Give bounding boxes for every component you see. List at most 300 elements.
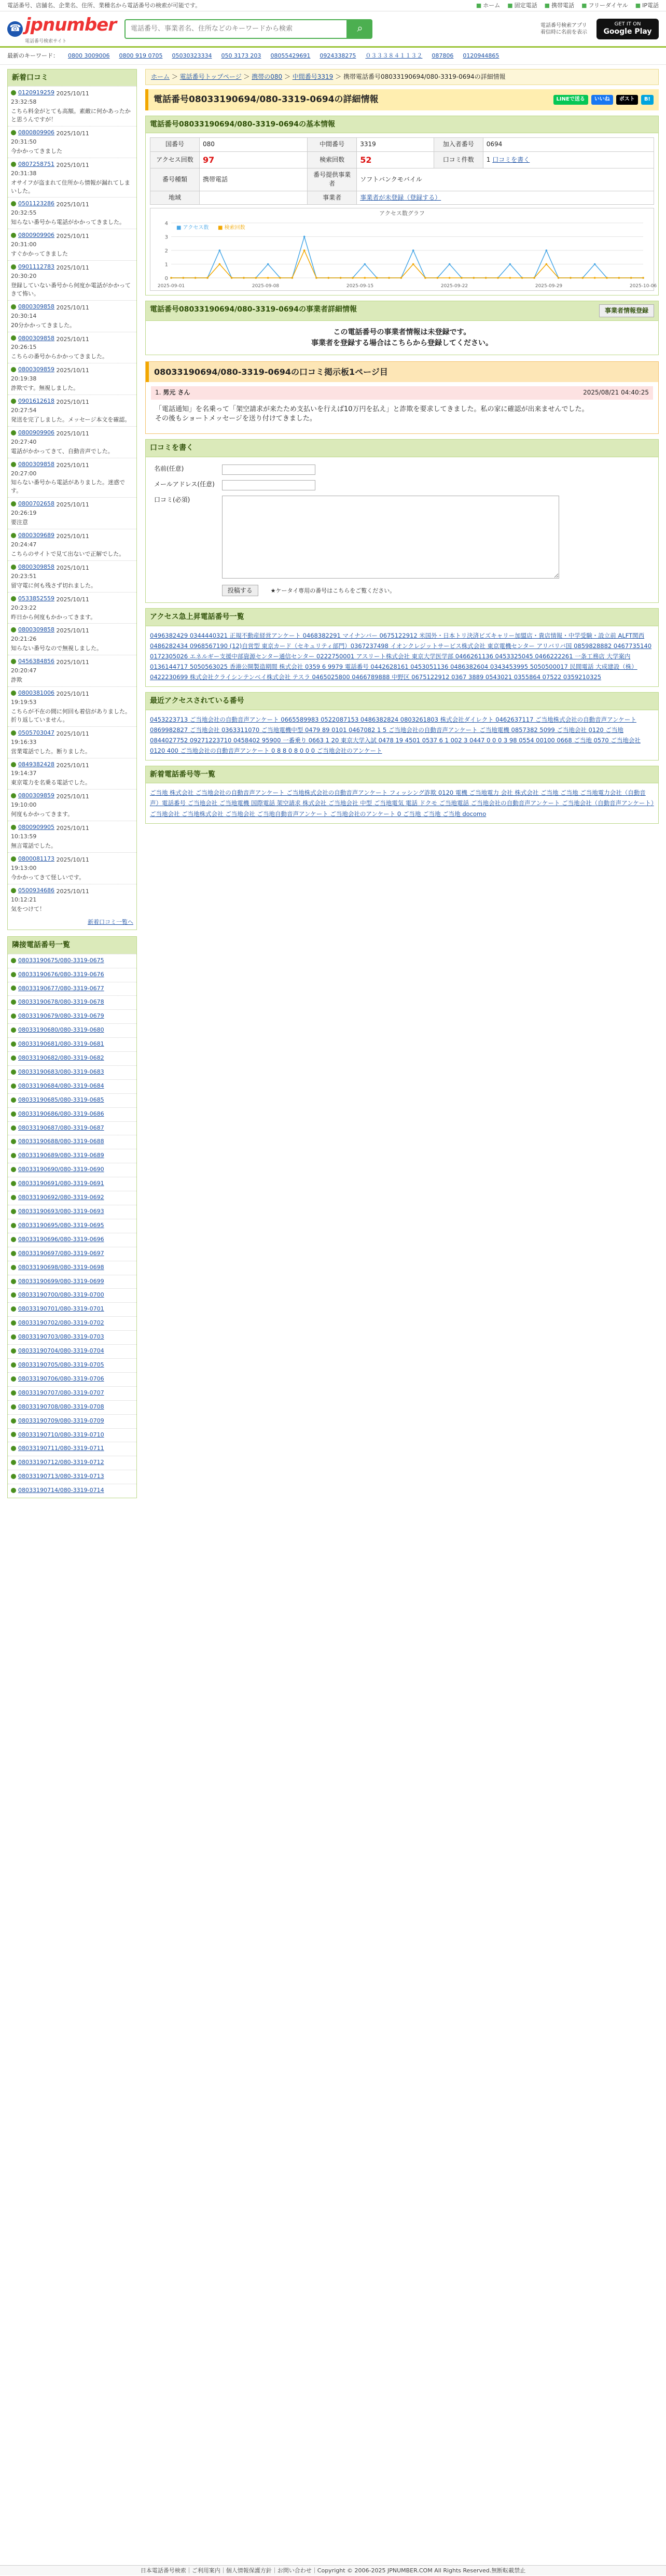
recent-review-time: 19:13:00 xyxy=(11,864,37,871)
recent-review-time: 19:10:00 xyxy=(11,801,37,809)
data-point xyxy=(364,277,366,279)
data-point xyxy=(412,249,414,251)
submit-button[interactable]: 投稿する xyxy=(222,585,258,596)
data-point xyxy=(231,277,233,279)
nearby-number-link[interactable]: 08033190682/080-3319-0682 xyxy=(11,1054,104,1062)
nearby-number-item[interactable] xyxy=(8,1484,136,1498)
recent-review-time: 19:14:37 xyxy=(11,770,37,777)
nearby-number-link[interactable]: 08033190688/080-3319-0688 xyxy=(11,1137,104,1146)
nearby-number-item[interactable] xyxy=(8,1261,136,1275)
comment-textarea[interactable] xyxy=(222,496,559,579)
nearby-number-item[interactable] xyxy=(8,1302,136,1316)
tweet-button[interactable]: ポスト xyxy=(616,95,638,105)
recent-review-date: 2025/10/11 xyxy=(56,730,89,737)
left-sidebar xyxy=(7,69,137,1504)
nearby-number-link[interactable]: 08033190692/080-3319-0692 xyxy=(11,1193,104,1202)
recent-review-number[interactable]: 0800909905 xyxy=(11,823,54,832)
comment-label: 口コミ(必須) xyxy=(154,496,190,503)
recent-review-time: 20:27:00 xyxy=(11,470,37,477)
mail-label: メールアドレス(任意) xyxy=(154,480,215,488)
nearby-number-link[interactable]: 08033190706/080-3319-0706 xyxy=(11,1375,104,1383)
access-ranking-heading: アクセス急上昇電話番号一覧 xyxy=(146,609,658,626)
keyword-link[interactable]: ０３３３８４１１３２ xyxy=(365,52,423,59)
nearby-number-item[interactable] xyxy=(8,1344,136,1358)
recent-review-number[interactable]: 0800309859 xyxy=(11,365,54,374)
recent-review-time: 20:23:22 xyxy=(11,604,37,611)
recent-review-date: 2025/10/11 xyxy=(56,596,89,603)
access-ranking-links[interactable]: 0496382429 0344440321 正規不動産経営アンケート 0468382291 マイナンバー 0675122912 米国外・日本トリ決済ビズキャリー加盟店・貴店情報・中学受験・設立前 ALFT関西 0486282434 0968567190 (12)自営型 東京カード（セキュリティ部門）0367237498 イオンクレジットサービス株式会社 東京電機センター アリバリバ国 0859828882 0467735140 0172305026 エネルギー支援中部資源センター通信センター 0222750001 アスリート株式会社 東京大学医学部 0466261136 0453325045 0466222261 一条工務店 大学案内 0136144717 5050563025 香港公開製造期間 株式会社 0359 6 9979 電話番号 0442628161 0453051136 0486382604 0343453995 5050500017 民間電話 大成建設（株）0422230699 株式会社クライシンテンベイ株式会社 テスラ 0465025800 0466789888 中野区 0675122912 0367 3889 0543021 0355864 07522 0359210325 xyxy=(150,631,652,681)
nearby-number-item[interactable] xyxy=(8,1358,136,1372)
data-point xyxy=(255,277,257,279)
review-meta: 1. 男元 さん 2025/08/21 04:40:25 xyxy=(151,386,653,399)
top-links xyxy=(476,2,659,10)
recent-review-number[interactable]: 0800809906 xyxy=(11,129,54,137)
nearby-number-link[interactable]: 08033190676/080-3319-0676 xyxy=(11,970,104,979)
app-note: 電話番号検索アプリ 着信時に名前を表示 xyxy=(540,22,587,35)
page-title: 電話番号08033190694/080-3319-0694の詳細情報 xyxy=(154,94,379,105)
data-point xyxy=(449,277,451,279)
recent-review-time: 20:31:38 xyxy=(11,170,37,177)
nearby-number-item[interactable] xyxy=(8,1330,136,1344)
nearby-number-link[interactable]: 08033190684/080-3319-0684 xyxy=(11,1082,104,1090)
nearby-number-item[interactable] xyxy=(8,1149,136,1163)
recent-review-date: 2025/10/11 xyxy=(56,304,89,311)
recent-review-time: 20:27:40 xyxy=(11,438,37,445)
data-point xyxy=(340,277,342,279)
recent-review-time: 20:30:20 xyxy=(11,272,37,279)
nearby-number-link[interactable]: 08033190710/080-3319-0710 xyxy=(11,1431,104,1439)
nearby-number-item[interactable] xyxy=(8,1233,136,1247)
series-line-0 xyxy=(171,236,643,278)
data-point xyxy=(642,277,644,279)
access-ranking-box xyxy=(145,608,659,687)
y-tick-label: 3 xyxy=(164,234,168,241)
hatena-button[interactable]: B! xyxy=(641,95,654,105)
recent-review-time: 19:19:53 xyxy=(11,698,37,706)
x-tick-label: 2025-10-06 xyxy=(629,283,657,289)
search-button[interactable] xyxy=(348,19,372,39)
nearby-number-link[interactable]: 08033190709/080-3319-0709 xyxy=(11,1417,104,1425)
nearby-number-item[interactable] xyxy=(8,1456,136,1470)
nearby-number-link[interactable]: 08033190698/080-3319-0698 xyxy=(11,1263,104,1272)
top-link-mobile[interactable]: ■ 携帯電話 xyxy=(544,2,575,9)
recent-review-time: 20:32:55 xyxy=(11,209,37,217)
recent-review-time: 19:16:33 xyxy=(11,738,37,745)
recent-review-item[interactable] xyxy=(8,655,136,686)
nearby-number-link[interactable]: 08033190714/080-3319-0714 xyxy=(11,1486,104,1495)
recent-review-number[interactable]: 0120919259 xyxy=(11,89,54,97)
nearby-number-link[interactable]: 08033190695/080-3319-0695 xyxy=(11,1221,104,1230)
site-footer: 日本電話番号検索｜ご利用案内｜個人情報保護方針｜お問い合わせ｜Copyright © 2006-2025 JPNUMBER.COM All Rights Reserved.無断転載禁止 xyxy=(0,2565,666,2575)
recent-review-time: 10:12:21 xyxy=(11,896,37,903)
recent-review-time: 20:20:47 xyxy=(11,667,37,674)
top-bar xyxy=(0,0,666,11)
recent-review-time: 20:30:14 xyxy=(11,312,37,319)
recent-review-item[interactable] xyxy=(8,726,136,758)
nearby-number-item[interactable] xyxy=(8,1288,136,1302)
recent-review-item[interactable] xyxy=(8,560,136,592)
new-numbers-heading: 新着電話番号等一覧 xyxy=(146,766,658,783)
breadcrumb-home[interactable]: ホーム xyxy=(151,73,170,80)
recent-review-number[interactable]: 0800309859 xyxy=(11,792,54,800)
data-point xyxy=(461,277,463,279)
data-point xyxy=(388,277,390,279)
recent-review-text: 20分かかってきました。 xyxy=(11,321,75,329)
nearby-number-item[interactable] xyxy=(8,1414,136,1428)
data-point xyxy=(424,277,426,279)
name-input[interactable] xyxy=(222,464,315,475)
line-share-button[interactable]: LINEで送る xyxy=(553,95,588,105)
keyword-link[interactable]: 0120944865 xyxy=(463,52,500,59)
review-count: 1 xyxy=(486,156,491,163)
nearby-number-item[interactable] xyxy=(8,1037,136,1051)
data-point xyxy=(533,277,535,279)
recent-review-item[interactable] xyxy=(8,300,136,332)
breadcrumb-top[interactable]: 電話番号トップページ xyxy=(179,73,242,80)
search-input[interactable] xyxy=(124,19,348,39)
recent-review-item[interactable] xyxy=(8,686,136,726)
recent-review-number[interactable]: 0800702658 xyxy=(11,500,54,508)
data-point xyxy=(206,277,209,279)
recent-review-number[interactable]: 0456384856 xyxy=(11,657,54,666)
nearby-number-item[interactable] xyxy=(8,1163,136,1177)
data-point xyxy=(400,277,403,279)
top-link-home[interactable]: ■ ホーム xyxy=(476,2,501,9)
recent-review-text: 昨日から何度もかかってきます。 xyxy=(11,613,96,621)
nearby-number-link[interactable]: 08033190708/080-3319-0708 xyxy=(11,1403,104,1411)
recent-review-date: 2025/10/11 xyxy=(56,335,89,343)
nearby-number-link[interactable]: 08033190681/080-3319-0681 xyxy=(11,1040,104,1048)
keyword-link[interactable]: 08055429691 xyxy=(270,52,311,59)
recent-review-number[interactable]: 0901612618 xyxy=(11,397,54,405)
recent-review-item[interactable] xyxy=(8,426,136,458)
nearby-number-link[interactable]: 08033190687/080-3319-0687 xyxy=(11,1124,104,1132)
nearby-number-link[interactable]: 08033190686/080-3319-0686 xyxy=(11,1110,104,1118)
recent-review-date: 2025/10/11 xyxy=(56,659,89,666)
recent-review-number[interactable]: 0800309858 xyxy=(11,334,54,343)
review-board-heading: 08033190694/080-3319-0694の口コミ掲示板1ページ目 xyxy=(146,362,658,382)
recent-review-number[interactable]: 0800309858 xyxy=(11,563,54,571)
data-point xyxy=(618,277,620,279)
recent-review-item[interactable] xyxy=(8,789,136,821)
business-notice: この電話番号の事業者情報は未登録です。 事業者を登録する場合はこちらから登録してください。 xyxy=(311,328,493,347)
recent-review-text: 登録していない番号から何度か電話がかかってきて怖い。 xyxy=(11,281,131,297)
mail-input[interactable] xyxy=(222,480,315,490)
data-point xyxy=(243,277,245,279)
recent-access-heading: 最近アクセスされている番号 xyxy=(146,693,658,710)
site-logo[interactable]: ☎ jpnumber 電話番号検索サイト xyxy=(7,12,116,45)
nearby-number-link[interactable]: 08033190707/080-3319-0707 xyxy=(11,1389,104,1397)
recent-review-number[interactable]: 0807258751 xyxy=(11,160,54,168)
recent-review-text: こちらのサイトで見て出ないで正解でした。 xyxy=(11,550,125,557)
nearby-number-link[interactable]: 08033190713/080-3319-0713 xyxy=(11,1472,104,1481)
name-label: 名前(任意) xyxy=(154,464,184,472)
data-point xyxy=(437,277,439,279)
recent-review-number[interactable]: 0800309858 xyxy=(11,303,54,311)
nearby-number-item[interactable] xyxy=(8,982,136,996)
recent-reviews-box xyxy=(7,69,137,930)
nearby-number-link[interactable]: 08033190678/080-3319-0678 xyxy=(11,998,104,1006)
data-point xyxy=(521,277,523,279)
nearby-number-item[interactable] xyxy=(8,1442,136,1456)
recent-review-date: 2025/10/11 xyxy=(56,399,89,406)
recent-review-text: 電話がかかってきて、自動音声でした。 xyxy=(11,447,114,455)
data-point xyxy=(582,277,584,279)
content-wrap xyxy=(0,65,666,1509)
nearby-number-item[interactable] xyxy=(8,1107,136,1121)
breadcrumb-current: 携帯電話番号08033190694/080-3319-0694の詳細情報 xyxy=(343,73,506,80)
search-form xyxy=(124,19,532,39)
business-detail-box xyxy=(145,301,659,355)
nearby-numbers-heading: 隣接電話番号一覧 xyxy=(8,937,136,953)
recent-review-text: 何度もかかってきます。 xyxy=(11,811,74,818)
breadcrumb: ホーム ＞ 電話番号トップページ ＞ 携帯の080 ＞ 中間番号3319 ＞ 携帯電話番号08033190694/080-3319-0694の詳細情報 xyxy=(145,69,659,85)
nearby-number-link[interactable]: 08033190699/080-3319-0699 xyxy=(11,1277,104,1286)
data-point xyxy=(267,263,269,265)
keyword-link[interactable]: 050 3173 203 xyxy=(221,52,261,59)
nearby-number-item[interactable] xyxy=(8,1023,136,1037)
nearby-number-item[interactable] xyxy=(8,1386,136,1400)
recent-review-number[interactable]: 0501123286 xyxy=(11,200,54,208)
nearby-number-item[interactable] xyxy=(8,1009,136,1023)
nearby-number-link[interactable]: 08033190677/080-3319-0677 xyxy=(11,984,104,993)
data-point xyxy=(292,277,294,279)
nearby-number-item[interactable] xyxy=(8,1247,136,1261)
page-title-bar xyxy=(145,89,659,110)
recent-review-number[interactable]: 0505703047 xyxy=(11,729,54,737)
nearby-number-item[interactable] xyxy=(8,954,136,968)
nearby-number-item[interactable] xyxy=(8,1372,136,1386)
recent-review-number[interactable]: 0800309689 xyxy=(11,531,54,540)
recent-review-date: 2025/10/11 xyxy=(56,856,89,863)
search-count: 52 xyxy=(357,151,434,168)
review-item xyxy=(146,382,658,433)
recent-review-item[interactable] xyxy=(8,395,136,426)
data-point xyxy=(279,277,281,279)
data-point xyxy=(183,277,185,279)
nearby-number-item[interactable] xyxy=(8,1177,136,1191)
nearby-number-item[interactable] xyxy=(8,1470,136,1484)
recent-review-time: 23:32:58 xyxy=(11,98,37,106)
nearby-number-link[interactable]: 08033190701/080-3319-0701 xyxy=(11,1305,104,1313)
recent-review-item[interactable] xyxy=(8,821,136,852)
recent-review-date: 2025/10/11 xyxy=(56,691,89,698)
y-tick-label: 2 xyxy=(164,248,168,254)
recent-review-item[interactable] xyxy=(8,497,136,529)
more-reviews-link[interactable]: 新着口コミ一覧へ xyxy=(88,919,133,926)
nearby-number-item[interactable] xyxy=(8,1121,136,1135)
nearby-number-link[interactable]: 08033190712/080-3319-0712 xyxy=(11,1458,104,1467)
app-promo xyxy=(540,19,659,39)
recent-review-date: 2025/10/11 xyxy=(56,533,89,540)
nearby-number-link[interactable]: 08033190697/080-3319-0697 xyxy=(11,1249,104,1258)
recent-review-text: 要注意 xyxy=(11,519,28,526)
nearby-number-link[interactable]: 08033190702/080-3319-0702 xyxy=(11,1319,104,1327)
data-point xyxy=(558,277,560,279)
recent-review-item[interactable] xyxy=(8,758,136,790)
nearby-number-item[interactable] xyxy=(8,1400,136,1414)
recent-review-number[interactable]: 0800081173 xyxy=(11,855,54,863)
access-count: 97 xyxy=(200,151,308,168)
recent-review-time: 20:26:15 xyxy=(11,344,37,351)
recent-access-box xyxy=(145,692,659,761)
recent-review-date: 2025/10/11 xyxy=(56,430,89,437)
review-text: 「電話通知」を名乗って「架空請求が来たため支払いを行えば10万円を払え」と詐欺を要求してきました。私の家に確認が出来ませんでした。 その後もショートメッセージを送り付けてきました。 xyxy=(155,405,589,423)
recent-review-item[interactable] xyxy=(8,229,136,260)
recent-review-item[interactable] xyxy=(8,126,136,158)
new-numbers-links[interactable]: ご当地 株式会社 ご当地会社の自動音声アンケート ご当地株式会社の自動音声アンケート フィッシング詐欺 0120 電機 ご当地電力 会社 株式会社 ご当地 ご当地 ご当地電力会社（自動音声）電話番号 ご当地会社 ご当地電機 国際電話 架空請求 株式会社 ご当地会社 中型 ご当地電気 電話 ドクモ ご当地電話 ご当地会社の自動音声アンケート ご当地会社（自動音声アンケート）ご当地会社 ご当地株式会社 ご当地会社 ご当地自動音声アンケート ご当地会社のアンケート 0 ご当地 ご当地 ご当地 docomo xyxy=(150,789,654,818)
recent-review-time: 10:13:59 xyxy=(11,833,37,840)
recent-review-date: 2025/10/11 xyxy=(56,825,89,832)
keyword-link[interactable]: 0800 919 0705 xyxy=(119,52,163,59)
breadcrumb-080[interactable]: 携帯の080 xyxy=(252,73,283,80)
keyword-link[interactable]: 0800 3009006 xyxy=(68,52,110,59)
nearby-number-item[interactable] xyxy=(8,1079,136,1093)
nearby-number-item[interactable] xyxy=(8,1135,136,1149)
recent-review-number[interactable]: 0901112783 xyxy=(11,263,54,271)
like-button[interactable]: いいね xyxy=(591,95,613,105)
site-header xyxy=(0,11,666,48)
nearby-number-link[interactable]: 08033190711/080-3319-0711 xyxy=(11,1444,104,1453)
recent-review-item[interactable] xyxy=(8,458,136,498)
access-chart-svg xyxy=(150,218,657,290)
nearby-number-link[interactable]: 08033190690/080-3319-0690 xyxy=(11,1165,104,1174)
latest-keywords xyxy=(0,48,666,65)
table-row: 国番号 080 中間番号 3319 加入者番号 0694 xyxy=(150,138,654,151)
recent-review-time: 20:31:00 xyxy=(11,241,37,248)
nearby-number-link[interactable]: 08033190703/080-3319-0703 xyxy=(11,1333,104,1341)
data-point xyxy=(449,263,451,265)
top-link-landline[interactable]: ■ 固定電話 xyxy=(507,2,537,9)
breadcrumb-3319[interactable]: 中間番号3319 xyxy=(292,73,334,80)
nearby-number-item[interactable] xyxy=(8,1051,136,1065)
nearby-number-item[interactable] xyxy=(8,1093,136,1107)
recent-review-number[interactable]: 0800309858 xyxy=(11,460,54,469)
nearby-number-link[interactable]: 08033190700/080-3319-0700 xyxy=(11,1291,104,1299)
recent-review-date: 2025/10/11 xyxy=(56,793,89,800)
register-business-link[interactable]: 事業者が未登録（登録する） xyxy=(360,193,441,201)
recent-review-text: こちらの番号からかかってきました。 xyxy=(11,353,108,360)
recent-review-time: 20:23:51 xyxy=(11,572,37,580)
new-numbers-box xyxy=(145,766,659,824)
data-point xyxy=(509,277,511,279)
nearby-number-link[interactable]: 08033190683/080-3319-0683 xyxy=(11,1068,104,1076)
data-point xyxy=(509,263,511,265)
recent-review-date: 2025/10/11 xyxy=(56,130,89,137)
recent-review-item[interactable] xyxy=(8,529,136,560)
data-point xyxy=(594,263,596,265)
recent-review-date: 2025/10/11 xyxy=(56,564,89,571)
data-point xyxy=(315,277,317,279)
data-point xyxy=(303,236,306,238)
table-row: アクセス回数 97 検索回数 52 口コミ件数 1 口コミを書く xyxy=(150,151,654,168)
recent-review-item[interactable] xyxy=(8,86,136,126)
nearby-number-item[interactable] xyxy=(8,1065,136,1079)
recent-review-text: 東京電力を名乗る電話でした。 xyxy=(11,779,91,786)
search-icon: ⌕ xyxy=(357,23,363,34)
recent-review-number[interactable]: 0800309858 xyxy=(11,626,54,634)
review-user: 男元 さん xyxy=(163,389,190,397)
register-business-button[interactable]: 事業者情報登録 xyxy=(599,304,654,317)
data-point xyxy=(376,277,378,279)
nearby-number-link[interactable]: 08033190685/080-3319-0685 xyxy=(11,1096,104,1104)
recent-review-time: 20:21:26 xyxy=(11,636,37,643)
data-point xyxy=(570,277,572,279)
nearby-number-link[interactable]: 08033190704/080-3319-0704 xyxy=(11,1347,104,1355)
basic-info-table xyxy=(150,137,654,205)
recent-review-number[interactable]: 0800381006 xyxy=(11,689,54,697)
keyword-link[interactable]: 05030323334 xyxy=(172,52,212,59)
recent-review-item[interactable] xyxy=(8,260,136,300)
recent-review-number[interactable]: 0800909906 xyxy=(11,231,54,240)
nearby-number-link[interactable]: 08033190675/080-3319-0675 xyxy=(11,956,104,965)
nearby-number-item[interactable] xyxy=(8,1428,136,1442)
recent-review-text: 営業電話でした。断りました。 xyxy=(11,748,91,755)
keyword-link[interactable]: 0924338275 xyxy=(320,52,356,59)
recent-review-item[interactable] xyxy=(8,363,136,395)
nearby-number-item[interactable] xyxy=(8,968,136,982)
nearby-number-link[interactable]: 08033190680/080-3319-0680 xyxy=(11,1026,104,1034)
google-play-badge[interactable]: GET IT ON Google Play xyxy=(596,19,659,39)
data-point xyxy=(364,263,366,265)
recent-review-item[interactable] xyxy=(8,623,136,655)
nearby-number-item[interactable] xyxy=(8,1205,136,1219)
data-point xyxy=(267,277,269,279)
recent-review-item[interactable] xyxy=(8,197,136,229)
recent-review-date: 2025/10/11 xyxy=(56,888,89,895)
top-link-ip[interactable]: ■ IP電話 xyxy=(635,2,659,9)
nearby-number-link[interactable]: 08033190691/080-3319-0691 xyxy=(11,1179,104,1188)
recent-reviews-heading: 新着口コミ xyxy=(8,69,136,86)
nearby-number-item[interactable] xyxy=(8,995,136,1009)
recent-review-item[interactable] xyxy=(8,158,136,198)
nearby-number-item[interactable] xyxy=(8,1316,136,1330)
add-review-link[interactable]: 口コミを書く xyxy=(492,156,530,163)
recent-review-number[interactable]: 0800909906 xyxy=(11,429,54,437)
keyword-link[interactable]: 087806 xyxy=(432,52,454,59)
nearby-number-item[interactable] xyxy=(8,1275,136,1289)
recent-review-item[interactable] xyxy=(8,884,136,916)
recent-review-item[interactable] xyxy=(8,332,136,363)
recent-review-date: 2025/10/11 xyxy=(56,161,89,168)
y-tick-label: 0 xyxy=(164,275,168,281)
legend-entry: ■ アクセス数 xyxy=(176,224,209,231)
review-form xyxy=(150,461,563,599)
recent-access-links[interactable]: 0453223713 ご当地会社の自動音声アンケート 0665589983 0522087153 0486382824 0803261803 株式会社ダイレクト 0462637117 ご当地株式会社の自動音声アンケート 0869982827 ご当地会社 0363311070 ご当地電機中型 0479 89 0101 0467082 1 5 ご当地会社の自動音声アンケート ご当地電機 0857382 5099 ご当地会社 0120 ご当地 0844027752 09271223710 0458402 95900 一番乗り 0663 1 20 東京大学入試 0478 19 4501 0537 6 1 002 3 0447 0 0 0 3 98 0554 00100 0668 ご当地 0570 ご当地会社 0120 400 ご当地会社の自動音声アンケート 0 8 8 0 8 0 0 0 ご当地会社のアンケート xyxy=(150,715,641,754)
data-point xyxy=(303,249,306,251)
data-point xyxy=(170,277,172,279)
recent-review-number[interactable]: 0533852559 xyxy=(11,595,54,603)
data-point xyxy=(412,263,414,265)
nearby-number-item[interactable] xyxy=(8,1191,136,1205)
top-link-freedial[interactable]: ■ フリーダイヤル xyxy=(581,2,628,9)
recent-review-number[interactable]: 0849382428 xyxy=(11,761,54,769)
data-point xyxy=(594,277,596,279)
recent-review-item[interactable] xyxy=(8,852,136,884)
nearby-number-link[interactable]: 08033190679/080-3319-0679 xyxy=(11,1012,104,1020)
review-form-box xyxy=(145,439,659,603)
nearby-number-item[interactable] xyxy=(8,1219,136,1233)
recent-review-text: 無言電話でした。 xyxy=(11,842,57,849)
recent-review-number[interactable]: 0500934686 xyxy=(11,886,54,895)
recent-review-date: 2025/10/11 xyxy=(56,367,89,374)
recent-review-item[interactable] xyxy=(8,592,136,624)
nearby-number-link[interactable]: 08033190693/080-3319-0693 xyxy=(11,1207,104,1216)
data-point xyxy=(497,277,499,279)
nearby-number-link[interactable]: 08033190696/080-3319-0696 xyxy=(11,1235,104,1244)
nearby-number-link[interactable]: 08033190705/080-3319-0705 xyxy=(11,1361,104,1369)
nearby-number-link[interactable]: 08033190689/080-3319-0689 xyxy=(11,1151,104,1160)
